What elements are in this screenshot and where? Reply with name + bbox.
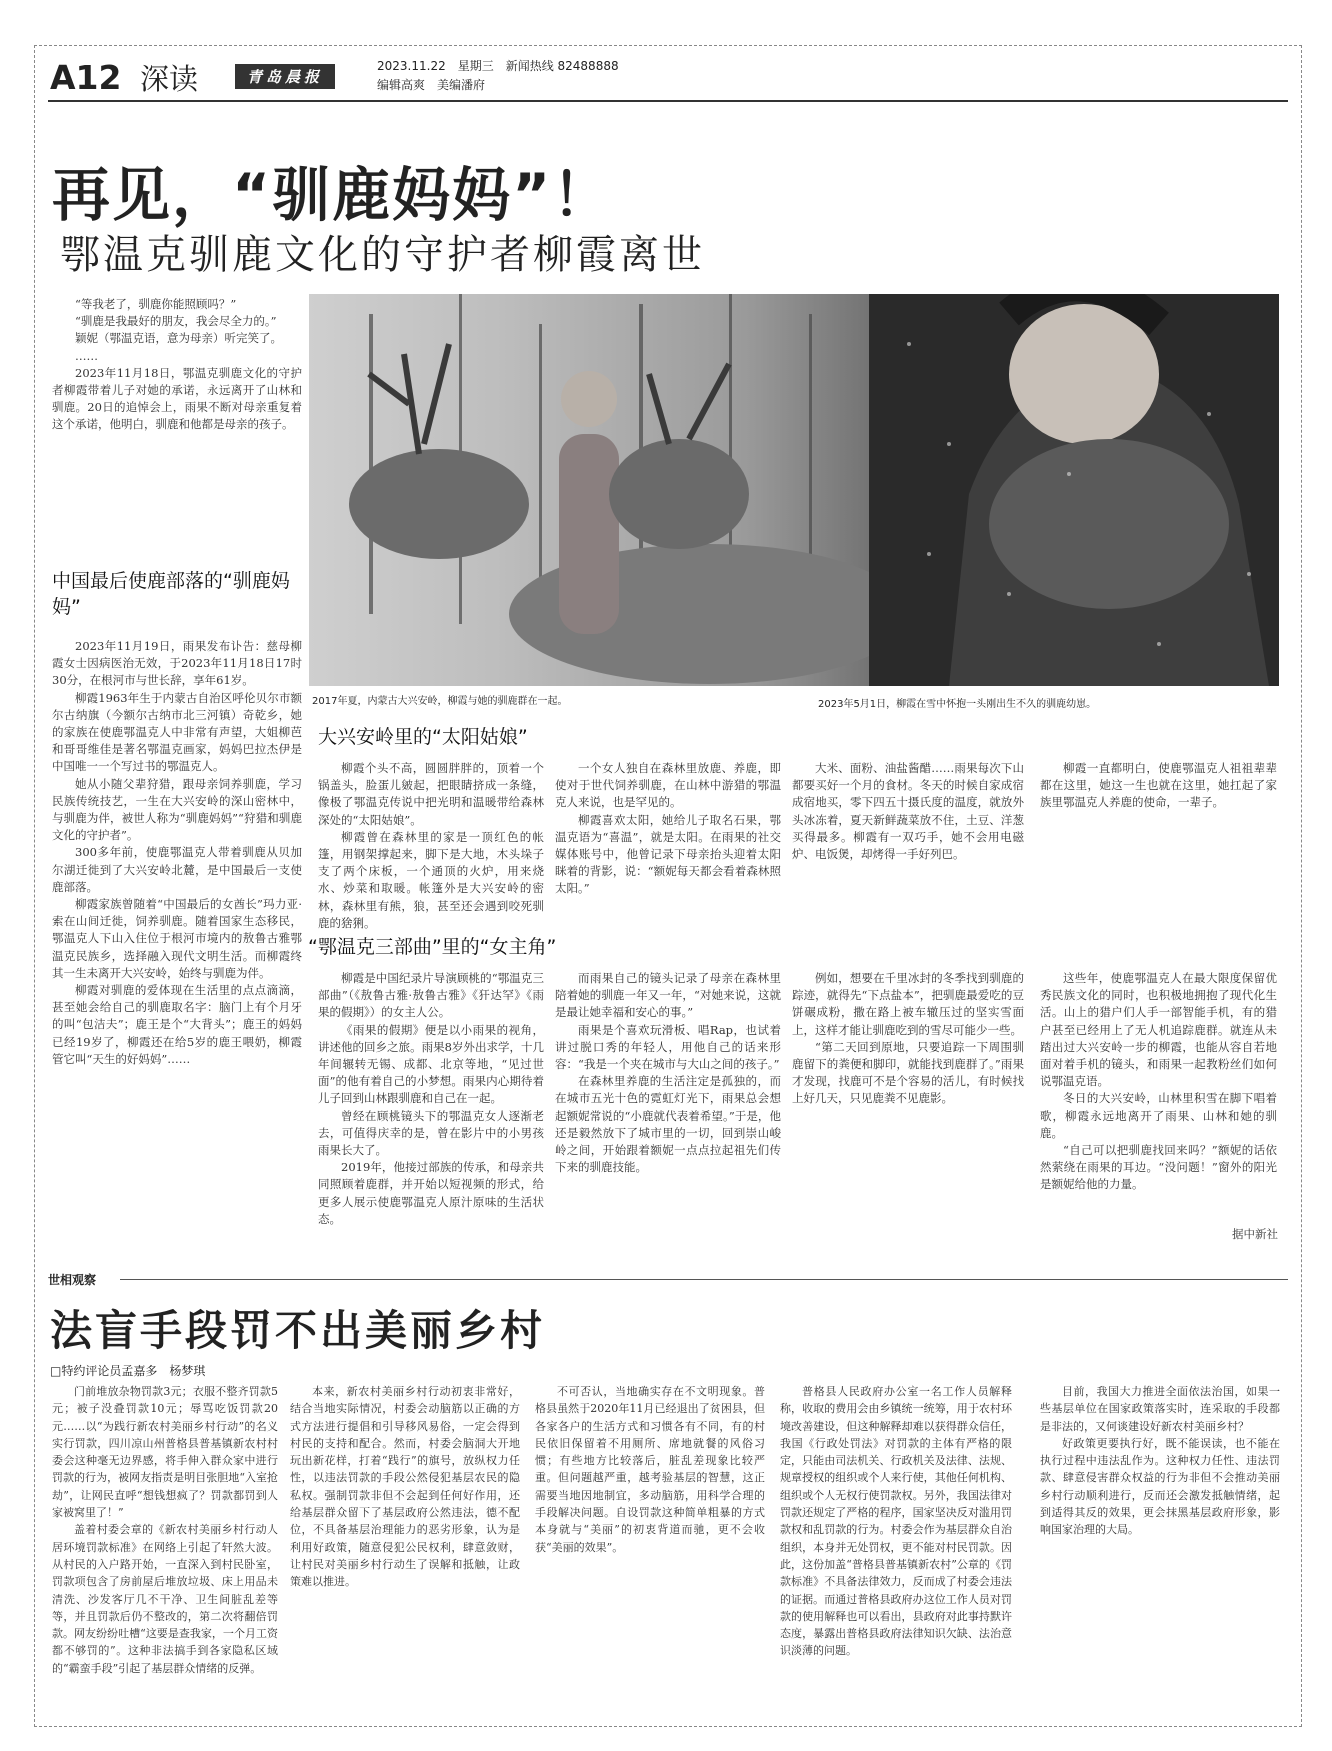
reindeer-photo [309, 294, 1279, 686]
paragraph: 2019年，他接过部族的传承，和母亲共同照顾着鹿群，并开始以短视频的形式，给更多人展示使鹿鄂温克人原汁原味的生活状态。 [318, 1160, 544, 1226]
subheadline: 鄂温克驯鹿文化的守护者柳霞离世 [60, 232, 705, 278]
paragraph: “第二天回到原地，只要追踪一下周围驯鹿留下的粪便和脚印，就能找到鹿群了。”雨果才发现，找鹿可不是个容易的活儿，有时候找上好几天，只见鹿粪不见鹿影。 [792, 1039, 1024, 1106]
intro-para: 2023年11月18日，鄂温克驯鹿文化的守护者柳霞带着儿子对她的承诺，永远离开了山林和驯鹿。20日的追悼会上，雨果不断对母亲重复着这个承诺，他明白，驯鹿和他都是母亲的孩子。 [52, 365, 302, 432]
section1-heading: 中国最后使鹿部落的“驯鹿妈妈” [52, 570, 290, 618]
section3-col1 [318, 970, 544, 1236]
section3-col2 [555, 970, 781, 1236]
section1-text [52, 638, 302, 1236]
paragraph: 而雨果自己的镜头记录了母亲在森林里陪着她的驯鹿一年又一年，“对她来说，这就是最让她幸福和安心的事。” [555, 971, 781, 1020]
editorial-col5 [1040, 1383, 1280, 1719]
paragraph: 柳霞个头不高，圆圆胖胖的，顶着一个锅盖头，脸蛋儿皴起，把眼睛挤成一条缝，像极了鄂温克传说中把光明和温暖带给森林深处的“太阳姑娘”。 [318, 761, 544, 827]
section-label: 世相观察 [48, 1273, 97, 1287]
section2-col3 [792, 760, 1024, 940]
paragraph: “自己可以把驯鹿找回来吗？”额妮的话依然萦绕在雨果的耳边。“没问题！”窗外的阳光是额妮给他的力量。 [1040, 1143, 1277, 1192]
section2-col2 [555, 760, 781, 940]
paragraph: 2023年11月19日，雨果发布讣告：慈母柳霞女士因病医治无效，于2023年11月18日17时30分，在根河市与世长辞，享年61岁。 [52, 639, 302, 688]
paragraph: 柳霞家族曾随着“中国最后的女酋长”玛力亚·索在山间迁徙，饲养驯鹿。随着国家生态移民，鄂温克人下山入住位于根河市境内的敖鲁古雅鄂温克民族乡，选择融入现代文明生活。而柳霞终其一生未离开大兴安岭，始终与驯鹿为伴。 [52, 897, 302, 980]
header-rule [48, 100, 1288, 102]
editorial-col4 [780, 1383, 1012, 1719]
paragraph: 柳霞曾在森林里的家是一顶红色的帐篷，用钢架撑起来，脚下是大地，木头垛子支了两个床板，一个通顶的火炉，用来烧水、炒菜和取暖。帐篷外是大兴安岭的密林，森林里有熊，狼，甚至还会遇到咬死驯鹿的猞猁。 [318, 829, 544, 930]
photo-caption-left: 2017年夏，内蒙古大兴安岭，柳霞与她的驯鹿群在一起。 [312, 696, 568, 707]
section3-col4 [1040, 970, 1277, 1216]
editorial-col1 [52, 1383, 278, 1719]
paragraph: 在森林里养鹿的生活注定是孤独的，而在城市五光十色的霓虹灯光下，雨果总会想起额妮常说的“小鹿就代表着希望。”于是，他还是毅然放下了城市里的一切，回到崇山峻岭之间，开始跟着额妮一点点拉起祖先们传下来的驯鹿技能。 [555, 1074, 781, 1175]
paragraph: 她从小随父辈狩猎，跟母亲饲养驯鹿，学习民族传统技艺，一生在大兴安岭的深山密林中，与驯鹿为伴，被世人称为“驯鹿妈妈”“狩猎和驯鹿文化的守护者”。 [52, 776, 302, 843]
editorial-title: 法盲手段罚不出美丽乡村 [50, 1306, 546, 1355]
section3-col3 [792, 970, 1024, 1236]
editorial-col2 [290, 1383, 520, 1719]
editor-line: 编辑高爽 美编潘府 [377, 78, 486, 92]
paragraph: 好政策更要执行好，既不能误读，也不能在执行过程中违法乱作为。这种权力任性、违法罚款、肆意侵害群众权益的行为非但不会推动美丽乡村行动顺利进行，反而还会激发抵触情绪，起到适得其反的效果，更会抹黑基层政府形象，影响国家治理的大局。 [1040, 1436, 1280, 1537]
paragraph: 不可否认，当地确实存在不文明现象。普格县虽然于2020年11月已经退出了贫困县，但各家各户的生活方式和习惯各有不同，有的村民依旧保留着不用厕所、席地就餐的风俗习惯；有些地方比较落后，脏乱差现象比较严重。但问题越严重，越考验基层的智慧，这正需要当地因地制宜，多动脑筋，用科学合理的手段解决问题。自设罚款这种简单粗暴的方式本身就与“美丽”的初衷背道而驰，更不会收获“美丽的效果”。 [535, 1385, 765, 1554]
article-source: 据中新社 [1232, 1227, 1278, 1241]
paragraph: 本来，新农村美丽乡村行动初衷非常好，结合当地实际情况，村委会动脑筋以正确的方式方法进行提倡和引导移风易俗，一定会得到村民的支持和配合。然而，村委会脑洞大开地玩出新花样，打着“践行”的旗号，放纵权力任性，以违法罚款的手段公然侵犯基层农民的隐私权。强制罚款非但不会起到任何好作用，还给基层群众留下了基层政府公然违法，德不配位，不具备基层治理能力的恶劣形象，认为是利用好政策，随意侵犯公民权利，肆意敛财，让村民对美丽乡村行动生了误解和抵触，让政策难以推进。 [290, 1385, 520, 1589]
paragraph: 大米、面粉、油盐酱醋……雨果每次下山都要买好一个月的食材。冬天的时候自家成宿成宿地买，零下四五十摄氏度的温度，就放外头冰冻着，夏天新鲜蔬菜放不住，土豆、洋葱买得最多。柳霞有一双巧手，她不会用电磁炉、电饭煲，却烤得一手好列巴。 [792, 761, 1024, 862]
editorial-byline: □特约评论员孟嘉多 杨梦琪 [50, 1364, 206, 1378]
date-line: 2023.11.22 星期三 新闻热线 82488888 [377, 59, 619, 73]
editorial-col3 [535, 1383, 765, 1719]
paragraph: 盖着村委会章的《新农村美丽乡村行动人居环境罚款标准》在网络上引起了轩然大波。从村民的入户路开始，一直深入到村民卧室，罚款项包含了房前屋后堆放垃圾、床上用品未清洗、沙发客厅几不干净、卫生间脏乱差等等，并且罚款后仍不整改的，第二次将翻倍罚款。网友纷纷吐槽“这要是查我家，一个月工资都不够罚的”。这种非法搞手到各家隐私区域的“霸蛮手段”引起了基层群众情绪的反弹。 [52, 1523, 278, 1675]
paragraph: 《雨果的假期》便是以小雨果的视角，讲述他的回乡之旅。雨果8岁外出求学，十几年间辗转无锡、成都、北京等地，“见过世面”的他有着自己的小梦想。雨果内心期待着儿子回到山林跟驯鹿和自己在一起。 [318, 1022, 544, 1106]
paragraph: 柳霞一直都明白，使鹿鄂温克人祖祖辈辈都在这里，她这一生也就在这里，她扛起了家族里鄂温克人养鹿的使命，一辈子。 [1040, 761, 1277, 810]
section-rule [120, 1279, 1288, 1280]
intro-para: …… [75, 348, 98, 363]
paragraph: 雨果是个喜欢玩滑板、唱Rap，也试着讲过脱口秀的年轻人，用他自己的话来形容：“我是一个夹在城市与大山之间的孩子。” [555, 1022, 781, 1072]
photo-illustration [309, 294, 1279, 686]
headline: 再见，“驯鹿妈妈”！ [52, 161, 613, 229]
paragraph: 目前，我国大力推进全面依法治国，如果一些基层单位在国家政策落实时，连采取的手段都是非法的，又何谈建设好新农村美丽乡村？ [1040, 1385, 1280, 1433]
paragraph: 普格县人民政府办公室一名工作人员解释称，收取的费用会由乡镇统一统筹，用于农村环境改善建设，但这种解释却难以获得群众信任，我国《行政处罚法》对罚款的主体有严格的限定，只能由司法机关、行政机关及法律、法规、规章授权的组织或个人来行使，其他任何机构、组织或个人无权行使罚款权。另外，我国法律对罚款还规定了严格的程序，国家坚决反对滥用罚款权和乱罚款的行为。村委会作为基层群众自治组织，本身并无处罚权，更不能对村民罚款。因此，这份加盖“普格县普基镇新农村”公章的《罚款标准》不具备法律效力，反而成了村委会违法的证据。而通过普格县政府办这位工作人员对罚款的使用解释也可以看出，县政府对此事持默许态度，暴露出普格县政府法律知识欠缺、法治意识淡薄的问题。 [780, 1385, 1012, 1658]
section2-col4 [1040, 760, 1277, 940]
paragraph: 这些年，使鹿鄂温克人在最大限度保留优秀民族文化的同时，也积极地拥抱了现代化生活。山上的猎户们人手一部智能手机，有的猎户甚至已经用上了无人机追踪鹿群。就连从未踏出过大兴安岭一步的柳霞，也能从容自若地面对着手机的镜头，和雨果一起教粉丝们如何说鄂温克语。 [1040, 971, 1277, 1089]
intro-para: 颖妮（鄂温克语，意为母亲）听完笑了。 [75, 331, 282, 346]
paragraph: 柳霞1963年生于内蒙古自治区呼伦贝尔市额尔古纳旗（今额尔古纳市北三河镇）奇乾乡，她的家族在使鹿鄂温克人中非常有声望，大姐柳芭和哥哥维佳是著名鄂温克画家，妈妈巴拉杰伊是中国唯一一个写过书的鄂温克人。 [52, 690, 302, 774]
paragraph: 柳霞喜欢太阳，她给儿子取名石果，鄂温克语为“喜温”，就是太阳。在雨果的社交媒体账号中，他曾记录下母亲抬头迎着太阳眯着的背影，说：“额妮每天都会看着森林照太阳。” [555, 812, 781, 896]
intro-para: “等我老了，驯鹿你能照顾吗？” [75, 297, 237, 311]
section2-col1 [318, 760, 544, 940]
paragraph: 曾经在顾桃镜头下的鄂温克女人逐渐老去，可值得庆幸的是，曾在影片中的小男孩雨果长大了。 [318, 1108, 544, 1158]
paragraph: 例如，想要在千里冰封的冬季找到驯鹿的踪迹，就得先“下点盐本”，把驯鹿最爱吃的豆饼碾成粉，撒在路上被车辙压过的坚实雪面上，这样才能让驯鹿吃到的雪尽可能少一些。 [792, 971, 1024, 1037]
paragraph: 冬日的大兴安岭，山林里积雪在脚下唱着歌，柳霞永远地离开了雨果、山林和她的驯鹿。 [1040, 1091, 1277, 1140]
paragraph: 300多年前，使鹿鄂温克人带着驯鹿从贝加尔湖迁徙到了大兴安岭北麓，是中国最后一支使鹿部落。 [52, 845, 302, 894]
photo-caption-right: 2023年5月1日，柳霞在雪中怀抱一头刚出生不久的驯鹿幼崽。 [818, 699, 1097, 710]
paragraph: 门前堆放杂物罚款3元；衣服不整齐罚款5元；被子没叠罚款10元；辱骂吃饭罚款20元……以“为践行新农村美丽乡村行动”的名义实行罚款，四川凉山州普格县普基镇新农村村委会这种毫无边界感，将手伸入群众家中进行罚款的行为，被网友指责是明目张胆地“入室抢劫”，让网民直呼“想钱想疯了？罚款都罚到人家被窝里了！” [52, 1385, 278, 1520]
paragraph: 柳霞是中国纪录片导演顾桃的“鄂温克三部曲”（《敖鲁古雅·敖鲁古雅》《犴达罕》《雨果的假期》）的女主人公。 [318, 971, 544, 1020]
page-number: A12 [50, 58, 122, 97]
paragraph: 一个女人独自在森林里放鹿、养鹿，即使对于世代饲养驯鹿，在山林中游猎的鄂温克人来说，也是罕见的。 [555, 761, 781, 810]
paragraph: 柳霞对驯鹿的爱体现在生活里的点点滴滴，甚至她会给自己的驯鹿取名字：脑门上有个月牙的叫“包洁夫”；鹿王是个“大背头”；鹿王的妈妈已经19岁了，柳霞还在给5岁的鹿王喂奶，柳霞管它叫“天生的好妈妈”…… [52, 983, 302, 1066]
section-name: 深读 [140, 62, 199, 96]
intro-text [52, 296, 302, 550]
intro-para: “驯鹿是我最好的朋友，我会尽全力的。” [75, 314, 277, 329]
masthead-logo: 青岛晨报 [235, 64, 335, 89]
section3-heading: “鄂温克三部曲”里的“女主角” [308, 936, 557, 958]
section2-heading: 大兴安岭里的“太阳姑娘” [318, 726, 528, 748]
